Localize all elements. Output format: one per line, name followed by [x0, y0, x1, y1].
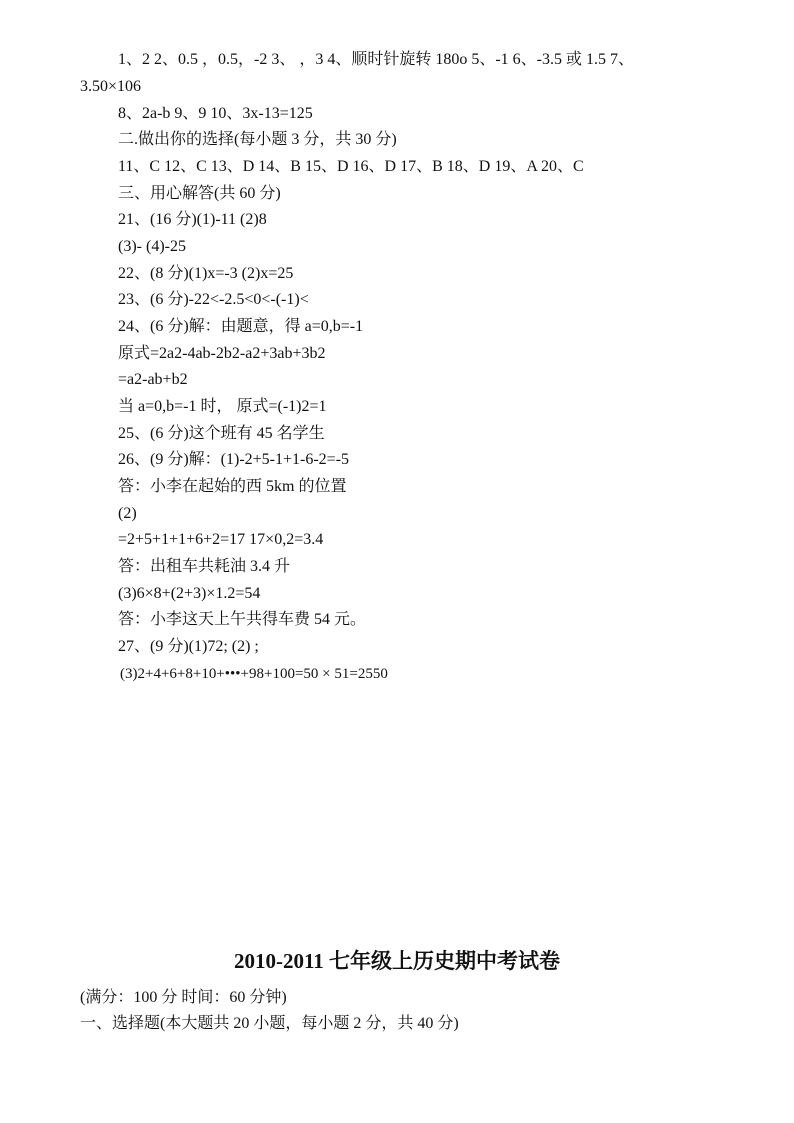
section-heading-choice: 二.做出你的选择(每小题 3 分，共 30 分) [118, 131, 397, 148]
answer-line-17: 答：小李在起始的西 5km 的位置 [118, 478, 347, 495]
answer-line-3: 8、2a-b 9、9 10、3x-13=125 [118, 105, 313, 122]
answer-line-1: 1、2 2、0.5 ，0.5，-2 3、 ，3 4、顺时针旋转 180o 5、-1 6、-3.5 或 1.5 7、 [118, 51, 634, 68]
answer-line-2: 3.50×106 [80, 78, 142, 95]
answer-line-18: (2) [118, 505, 137, 522]
answer-line-21: (3)6×8+(2+3)×1.2=54 [118, 585, 261, 602]
exam-info: (满分：100 分 时间：60 分钟) [80, 989, 287, 1006]
answer-line-5: 11、C 12、C 13、D 14、B 15、D 16、D 17、B 18、D 19、A 20、C [118, 158, 584, 175]
answer-line-12: 原式=2a2-4ab-2b2-a2+3ab+3b2 [118, 345, 326, 362]
answer-line-13: =a2-ab+b2 [118, 371, 188, 388]
section-heading-solve: 三、用心解答(共 60 分) [118, 185, 281, 202]
answer-line-8: (3)- (4)-25 [118, 238, 186, 255]
section-heading-multiple-choice: 一、选择题(本大题共 20 小题，每小题 2 分，共 40 分) [80, 1015, 459, 1032]
answer-line-11: 24、(6 分)解：由题意，得 a=0,b=-1 [118, 318, 364, 335]
answer-line-24: (3)2+4+6+8+10+•••+98+100=50 × 51=2550 [120, 666, 388, 682]
answer-line-15: 25、(6 分)这个班有 45 名学生 [118, 425, 325, 442]
answer-line-16: 26、(9 分)解：(1)-2+5-1+1-6-2=-5 [118, 451, 350, 468]
answer-line-7: 21、(16 分)(1)-11 (2)8 [118, 211, 267, 228]
answer-line-14: 当 a=0,b=-1 时， 原式=(-1)2=1 [118, 398, 327, 415]
exam-title: 2010-2011 七年级上历史期中考试卷 [233, 949, 561, 973]
answer-line-9: 22、(8 分)(1)x=-3 (2)x=25 [118, 265, 294, 282]
answer-line-19: =2+5+1+1+6+2=17 17×0,2=3.4 [118, 531, 324, 548]
answer-line-22: 答：小李这天上午共得车费 54 元。 [118, 611, 367, 628]
answer-line-10: 23、(6 分)-22<-2.5<0<-(-1)< [118, 291, 309, 308]
answer-line-23: 27、(9 分)(1)72; (2) ; [118, 638, 259, 655]
answer-line-20: 答：出租车共耗油 3.4 升 [118, 558, 291, 575]
